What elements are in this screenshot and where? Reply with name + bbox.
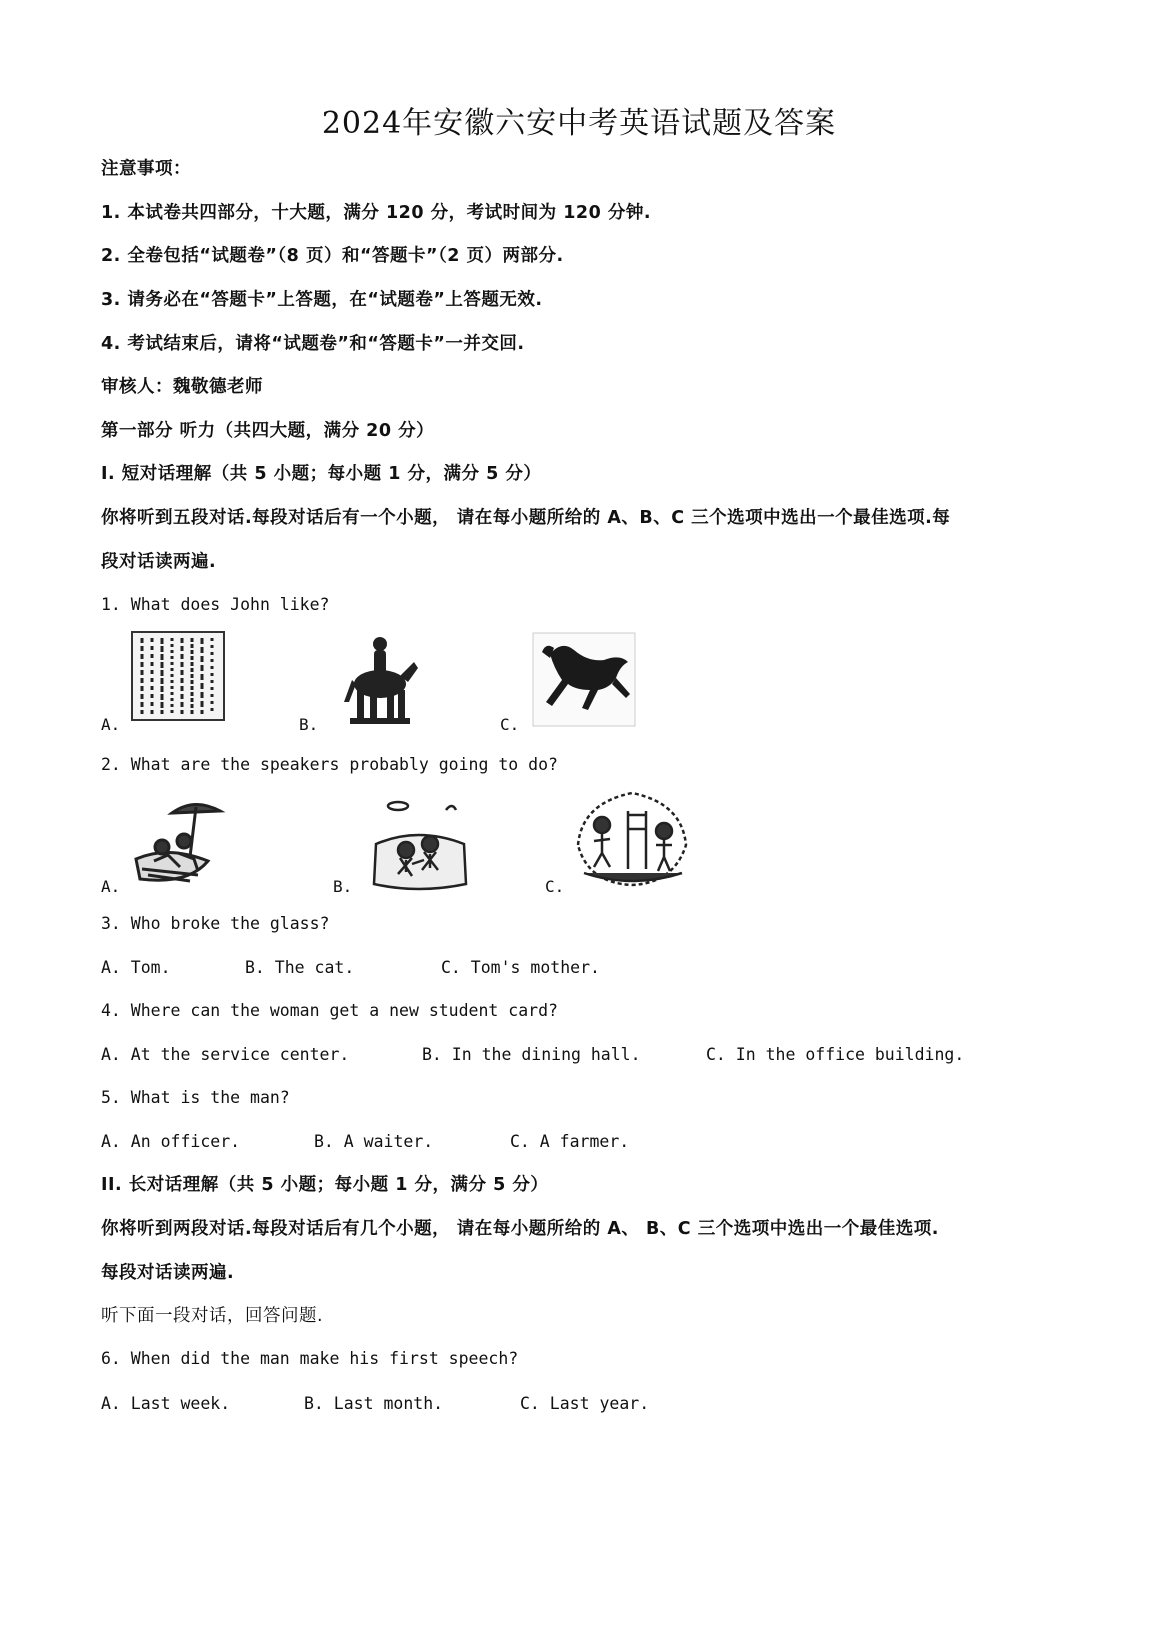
option-label: B. xyxy=(299,715,319,734)
option-text: B. Last month. xyxy=(304,1394,444,1413)
question-stem: 1. What does John like? xyxy=(101,595,330,614)
listen-prompt: 听下面一段对话，回答问题. xyxy=(101,1306,324,1326)
question-stem: 2. What are the speakers probably going to do? xyxy=(101,755,558,774)
option-text: A. An officer. xyxy=(101,1132,241,1151)
option-label: A. xyxy=(101,877,121,896)
option-label: A. xyxy=(101,715,121,734)
section1-heading: I. 短对话理解（共 5 小题；每小题 1 分，满分 5 分） xyxy=(101,464,542,484)
section2-instruction: 你将听到两段对话.每段对话后有几个小题， 请在每小题所给的 A、 B、C 三个选项中选出一个最佳选项. xyxy=(101,1219,939,1239)
section1-instruction: 段对话读两遍. xyxy=(101,552,217,572)
reviewer: 审核人：魏敬德老师 xyxy=(101,377,263,397)
notice-heading: 注意事项： xyxy=(101,159,191,179)
question-stem: 3. Who broke the glass? xyxy=(101,914,330,933)
calligraphy-scroll-icon[interactable] xyxy=(130,630,226,722)
option-text: C. A farmer. xyxy=(510,1132,630,1151)
option-text: B. In the dining hall. xyxy=(422,1045,641,1064)
notice-item: 2. 全卷包括“试题卷”（8 页）和“答题卡”（2 页）两部分. xyxy=(101,246,564,266)
section1-instruction: 你将听到五段对话.每段对话后有一个小题， 请在每小题所给的 A、B、C 三个选项中选出一个最佳选项.每 xyxy=(101,508,951,528)
option-label: C. xyxy=(500,715,520,734)
notice-item: 4. 考试结束后，请将“试题卷”和“答题卡”一并交回. xyxy=(101,334,525,354)
option-text: A. Tom. xyxy=(101,958,171,977)
galloping-horse-painting-icon[interactable] xyxy=(532,632,636,727)
option-label: B. xyxy=(333,877,353,896)
part1-heading: 第一部分 听力（共四大题，满分 20 分） xyxy=(101,421,435,441)
section2-heading: II. 长对话理解（共 5 小题；每小题 1 分，满分 5 分） xyxy=(101,1175,549,1195)
picnic-umbrella-icon[interactable] xyxy=(128,795,228,890)
question-stem: 5. What is the man? xyxy=(101,1088,290,1107)
option-text: C. Last year. xyxy=(520,1394,650,1413)
children-dancing-icon[interactable] xyxy=(368,800,472,892)
section2-instruction: 每段对话读两遍. xyxy=(101,1263,235,1283)
question-stem: 6. When did the man make his first speech? xyxy=(101,1349,519,1368)
notice-item: 3. 请务必在“答题卡”上答题，在“试题卷”上答题无效. xyxy=(101,290,543,310)
question-stem: 4. Where can the woman get a new student card? xyxy=(101,1001,558,1020)
option-text: A. At the service center. xyxy=(101,1045,350,1064)
page-title: 2024年安徽六安中考英语试题及答案 xyxy=(321,106,837,141)
option-text: C. Tom's mother. xyxy=(441,958,600,977)
option-text: B. A waiter. xyxy=(314,1132,434,1151)
horse-rider-statue-icon[interactable] xyxy=(340,632,420,727)
badminton-net-icon[interactable] xyxy=(574,785,690,891)
notice-item: 1. 本试卷共四部分，十大题，满分 120 分，考试时间为 120 分钟. xyxy=(101,203,651,223)
option-text: B. The cat. xyxy=(245,958,355,977)
option-text: C. In the office building. xyxy=(706,1045,965,1064)
option-label: C. xyxy=(545,877,565,896)
option-text: A. Last week. xyxy=(101,1394,231,1413)
